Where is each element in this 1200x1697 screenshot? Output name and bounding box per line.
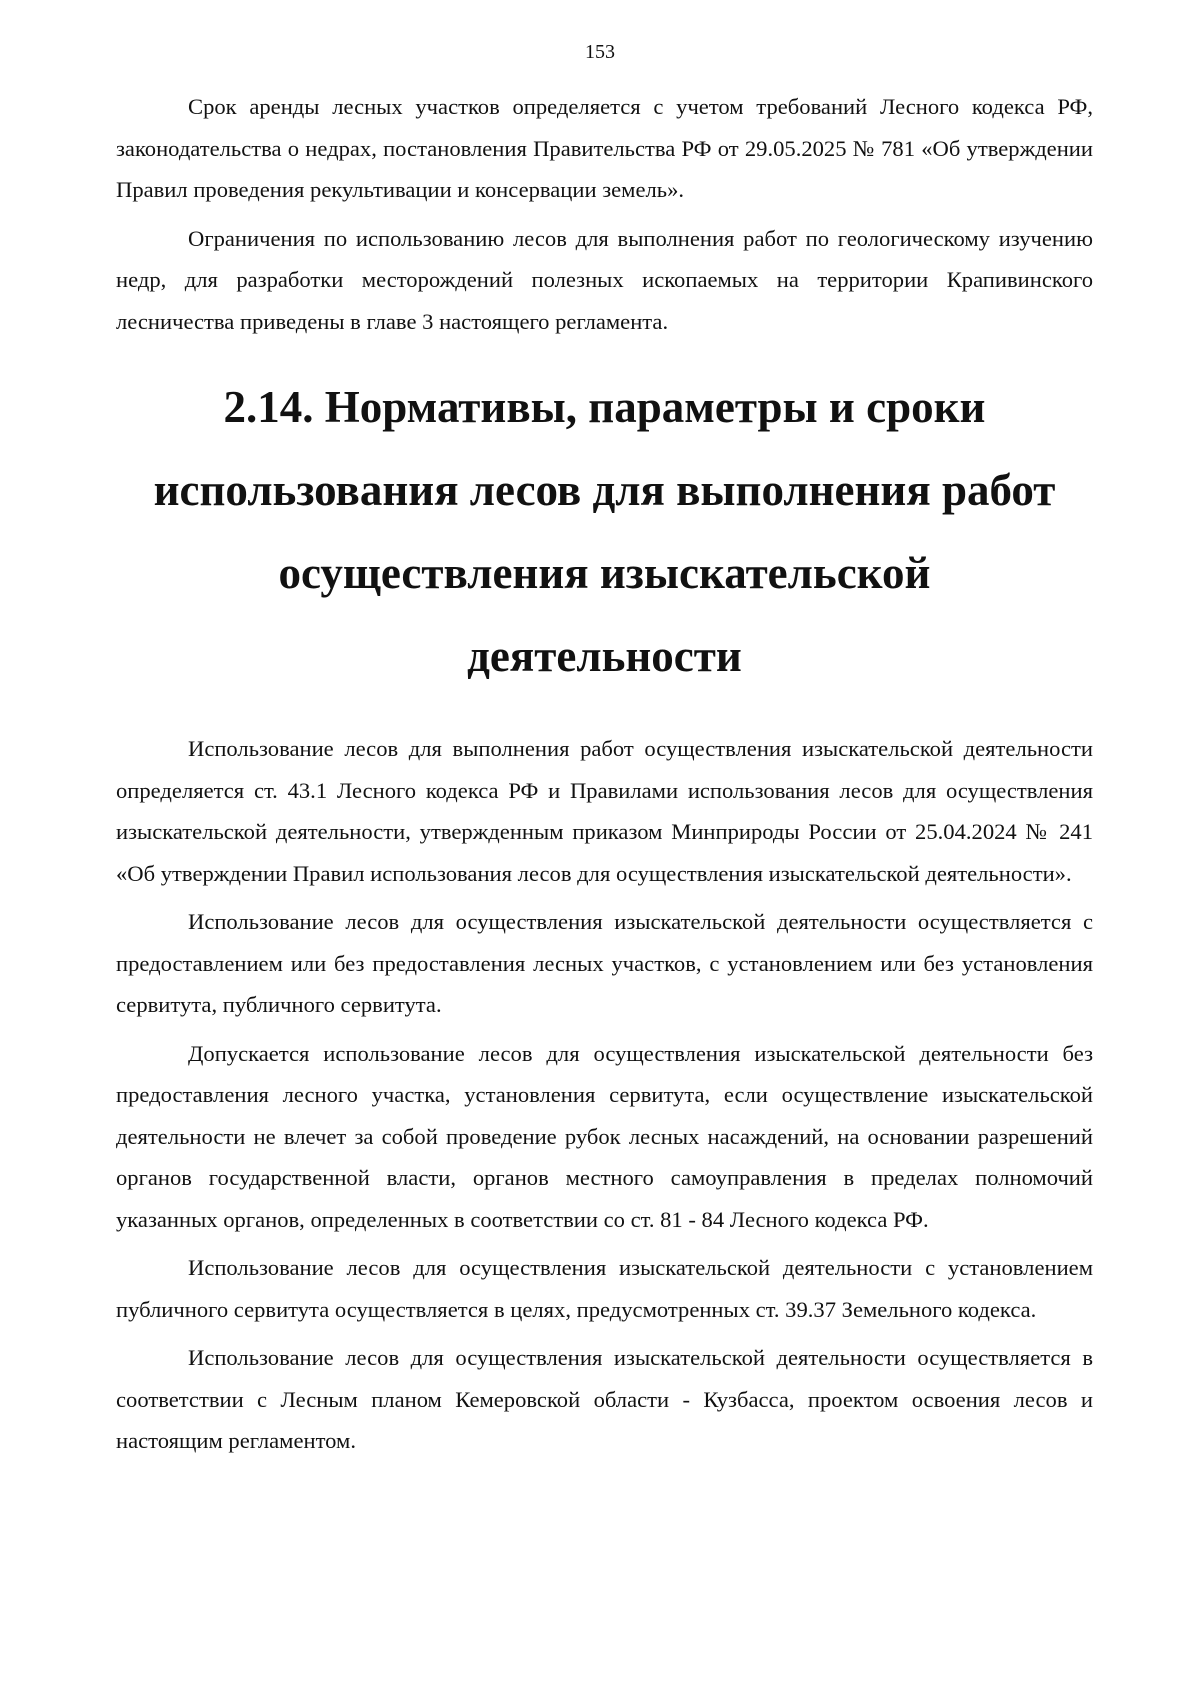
section-paragraph-forest-plan: Использование лесов для осуществления изыскательской деятельности осуществляется в соответствии с Лесным планом Кемеровской области - Кузбасса, проектом освоения лесов и настоящим регламентом.	[116, 1345, 1093, 1453]
section-paragraph-provision-modes: Использование лесов для осуществления изыскательской деятельности осуществляется с предоставлением или без предоставления лесных участков, с установлением или без установления сервитута, публичного сервитута.	[116, 909, 1093, 1017]
section-paragraph-public-servitude: Использование лесов для осуществления изыскательской деятельности с установлением публичного сервитута осуществляется в целях, предусмотренных ст. 39.37 Земельного кодекса.	[116, 1255, 1093, 1322]
section-heading-line-3: осуществления изыскательской	[278, 548, 931, 598]
section-paragraph-legal-basis: Использование лесов для выполнения работ осуществления изыскательской деятельности определяется ст. 43.1 Лесного кодекса РФ и Правилами использования лесов для осуществления изыскательской деятельности, утвержденным приказом Минприроды России от 25.04.2024 № 241 «Об утверждении Правил использования лесов для осуществления изыскательской деятельности».	[116, 736, 1093, 886]
intro-paragraph-lease-term: Срок аренды лесных участков определяется с учетом требований Лесного кодекса РФ, законодательства о недрах, постановления Правительства РФ от 29.05.2025 № 781 «Об утверждении Правил проведения рекультивации и консервации земель».	[116, 94, 1093, 202]
section-heading-line-1: 2.14. Нормативы, параметры и сроки	[223, 382, 986, 432]
page-content	[116, 86, 1093, 1462]
section-heading-line-4: деятельности	[467, 631, 742, 681]
section-heading-line-2: использования лесов для выполнения работ	[153, 465, 1056, 515]
intro-paragraph-restrictions: Ограничения по использованию лесов для выполнения работ по геологическому изучению недр, для разработки месторождений полезных ископаемых на территории Крапивинского лесничества приведены в главе 3 настоящего регламента.	[116, 225, 1093, 334]
section-paragraph-permitted-use: Допускается использование лесов для осуществления изыскательской деятельности без предоставления лесного участка, установления сервитута, если осуществление изыскательской деятельности не влечет за собой проведение рубок лесных насаждений, на основании разрешений органов государственной власти, органов местного самоуправления в пределах полномочий указанных органов, определенных в соответствии со ст. 81 - 84 Лесного кодекса РФ.	[116, 1040, 1093, 1232]
page-number: 153	[585, 41, 615, 63]
section-heading	[116, 366, 1093, 698]
